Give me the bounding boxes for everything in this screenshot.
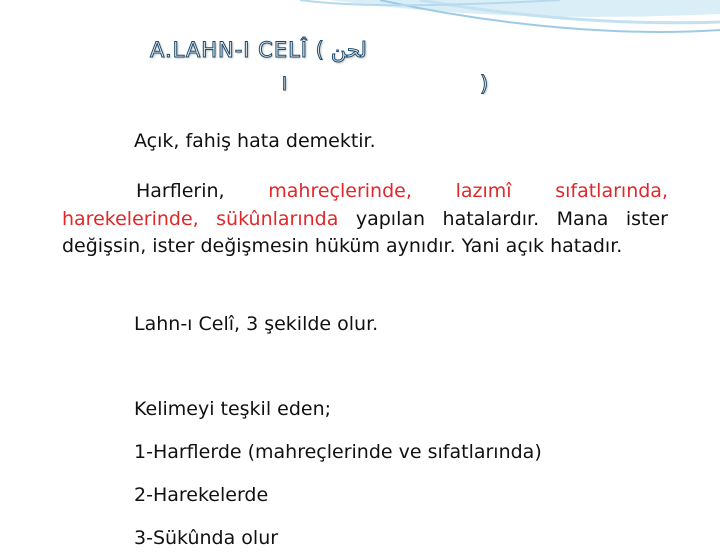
slide-title-arabic-mark: ا	[282, 74, 288, 95]
slide-title	[150, 38, 367, 62]
slide-title-arabic: لحن	[330, 38, 367, 62]
paragraph-text-end: yapılan hatalardır. Mana ister değişsin, ister değişmesin hüküm aynıdır. Yani açık hatadır.	[62, 207, 668, 257]
list-item: 3-Sükûnda olur	[134, 527, 279, 549]
list-intro-text: Kelimeyi teşkil eden;	[134, 398, 332, 420]
paragraph-highlight: mahreçlerinde, lazımî sıfatlarında, harekelerinde, sükûnlarında	[62, 180, 668, 230]
list-item: 2-Harekelerde	[134, 484, 269, 506]
slide-title-text: A.LAHN-I CELÎ (	[150, 38, 325, 62]
types-intro-text: Lahn-ı Celî, 3 şekilde olur.	[134, 313, 379, 335]
description-paragraph	[62, 178, 668, 261]
list-item: 1-Harflerde (mahreçlerinde ve sıfatlarında)	[134, 441, 542, 463]
slide-title-close-paren: )	[480, 72, 489, 96]
definition-text: Açık, fahiş hata demektir.	[134, 130, 376, 152]
paragraph-text-start: Harflerin,	[136, 180, 269, 202]
